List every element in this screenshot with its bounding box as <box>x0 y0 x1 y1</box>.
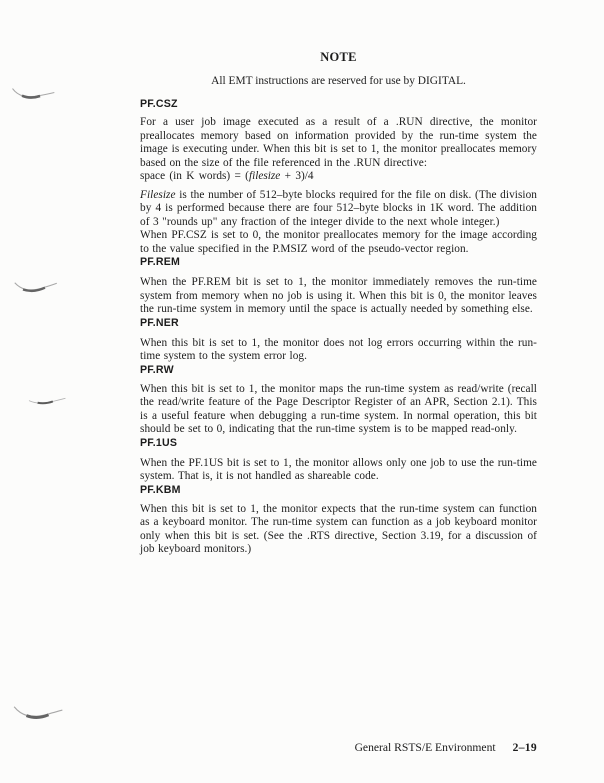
filesize-term: Filesize <box>140 188 176 201</box>
section-heading-pf-kbm: PF.KBM <box>140 483 181 496</box>
paragraph: When the PF.1US bit is set to 1, the monitor allows only one job to use the run-time system. That is, it is not handled as shareable code. <box>140 456 537 482</box>
formula-suffix: + 3)/4 <box>280 170 314 182</box>
paragraph: When PF.CSZ is set to 0, the monitor preallocates memory for the image according to the value specified in the P.MSIZ word of the pseudo-vector region. <box>140 229 537 255</box>
paragraph: When this bit is set to 1, the monitor does not log errors occurring within the run-time system to the system error log. <box>140 336 537 362</box>
margin-pen-mark <box>27 394 67 414</box>
formula-prefix: space (in K words) = ( <box>140 170 249 182</box>
section-heading-pf-csz: PF.CSZ <box>140 98 178 110</box>
paragraph: When this bit is set to 1, the monitor maps the run-time system as read/write (recall the read/write feature of the Page Descriptor Register of an APR, Section 2.1). This is a useful feature when debugging a run-time system. In normal operation, this bit should be set to 0, indicating that the run-time system is to be mapped read-only. <box>140 382 537 435</box>
section-heading-pf-rw: PF.RW <box>140 363 174 376</box>
margin-pen-mark <box>9 82 57 110</box>
paragraph <box>140 189 537 230</box>
paragraph: When the PF.REM bit is set to 1, the monitor immediately removes the run-time system from memory when no job is using it. When this bit is 0, the monitor leaves the run-time system in memory until the space is actually needed by something else. <box>140 276 537 315</box>
paragraph: When this bit is set to 1, the monitor expects that the run-time system can function as a keyboard monitor. The run-time system can function as a job keyboard monitor only when this bit is set. (See the .RTS directive, Section 3.19, for a discussion of job keyboard monitors.) <box>140 502 537 555</box>
formula-variable: filesize <box>248 170 281 182</box>
footer-title: General RSTS/E Environment <box>354 741 496 754</box>
paragraph-text: is the number of 512–byte blocks required for the file on disk. (The division by 4 is performed because there are four 512–byte blocks in 1K word. The addition of 3 "rounds up" any fraction of the integer divide to the next whole integer.) <box>140 188 537 228</box>
note-text: All EMT instructions are reserved for use by DIGITAL. <box>211 75 466 87</box>
section-heading-pf-ner: PF.NER <box>140 316 179 329</box>
paragraph: For a user job image executed as a result of a .RUN directive, the monitor preallocates memory based on information provided by the run-time system the image is executing under. When this bit is set to 1, the monitor preallocates memory based on the size of the file referenced in the .RUN directive: <box>140 116 537 169</box>
section-heading-pf-rem: PF.REM <box>140 256 181 268</box>
page-footer <box>140 741 537 755</box>
page-number: 2–19 <box>512 741 537 754</box>
margin-pen-mark <box>13 276 60 303</box>
text-column <box>140 50 537 557</box>
note-heading: NOTE <box>320 50 357 64</box>
margin-pen-mark <box>11 699 65 731</box>
section-heading-pf-1us: PF.1US <box>140 436 178 449</box>
formula <box>140 170 537 184</box>
